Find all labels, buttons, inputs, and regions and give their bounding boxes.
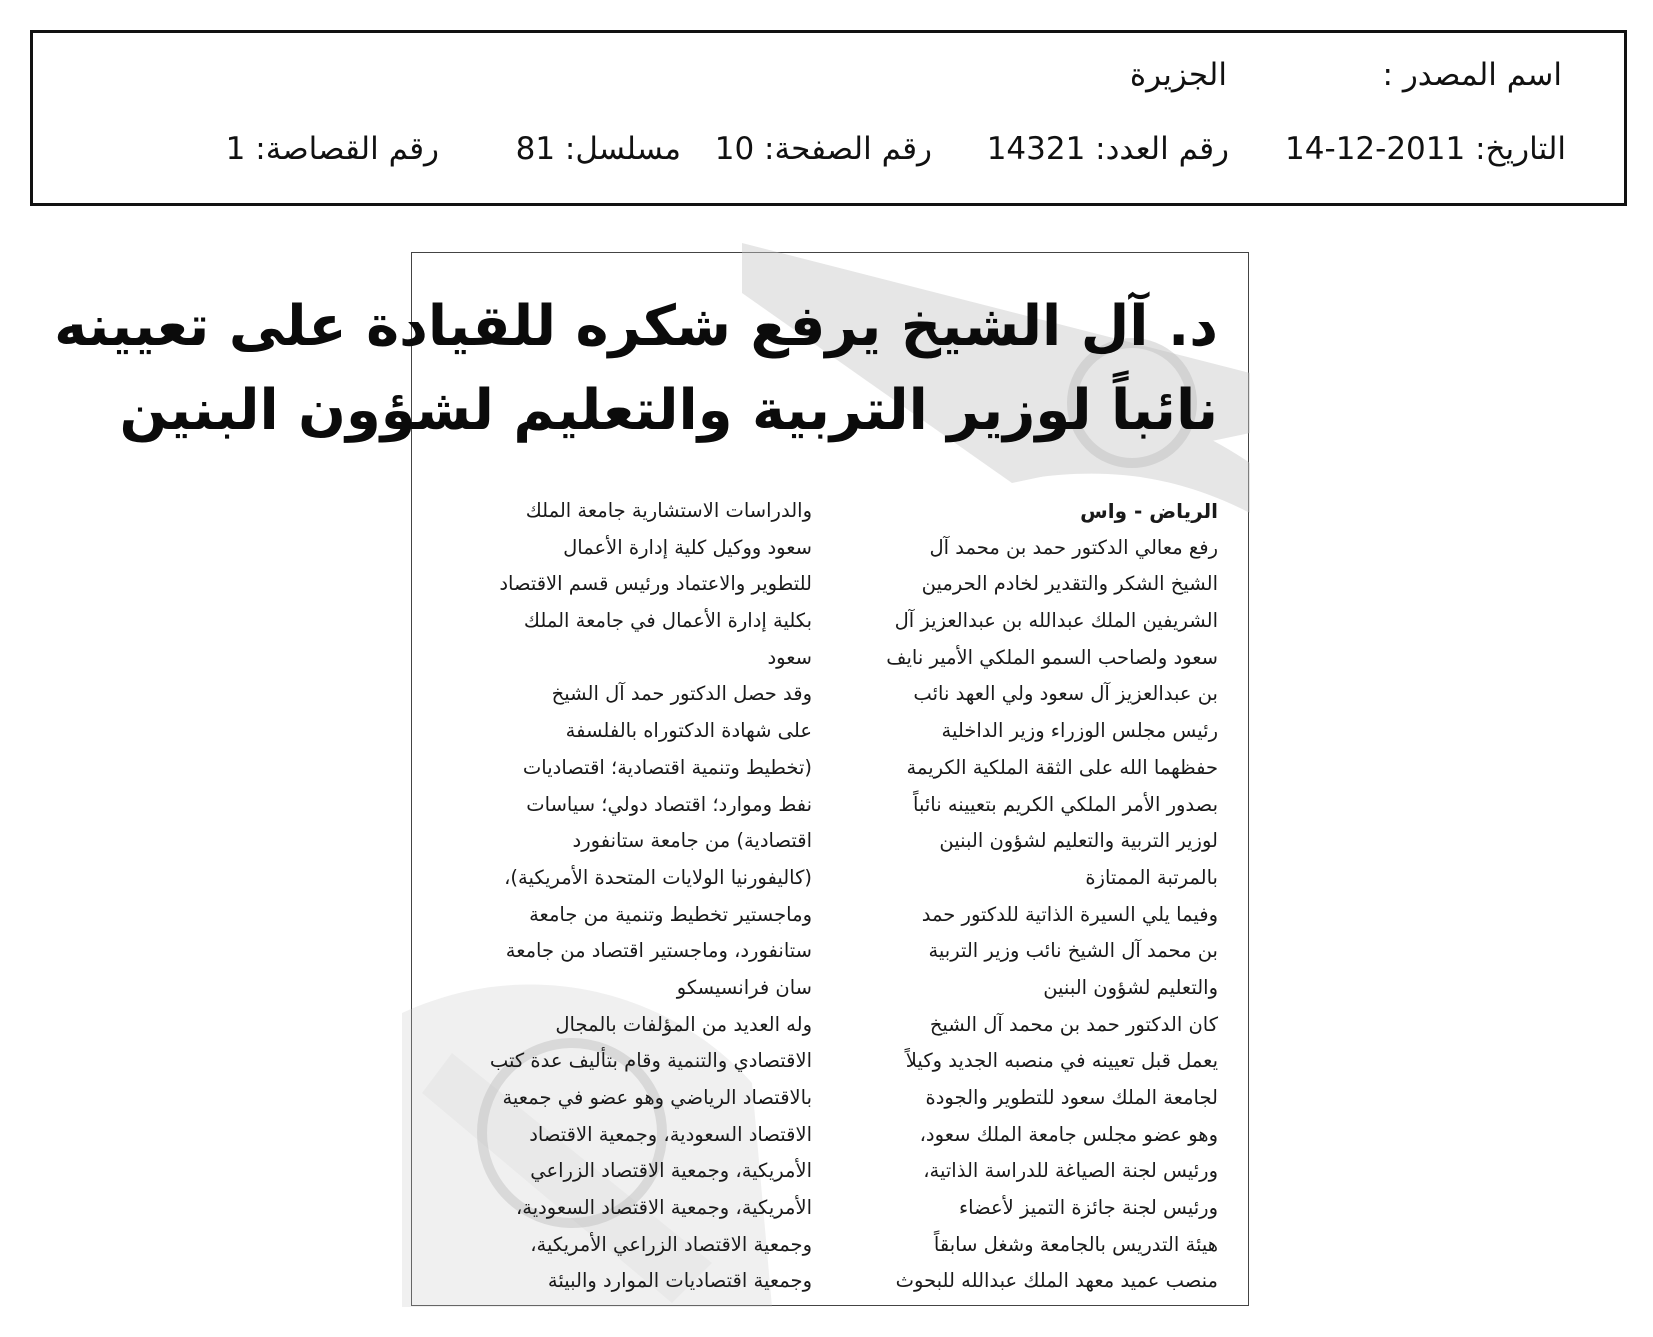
article-line: الأمريكية، وجمعية الاقتصاد السعودية، <box>515 1196 812 1220</box>
page-number-field: رقم الصفحة: 10 <box>714 131 932 167</box>
article-line: الشيخ الشكر والتقدير لخادم الحرمين <box>921 572 1218 596</box>
article-line: يعمل قبل تعيينه في منصبه الجديد وكيلاً <box>905 1049 1218 1073</box>
article-line: بالمرتبة الممتازة <box>1085 865 1218 889</box>
article-line: (كاليفورنيا الولايات المتحدة الأمريكية)، <box>504 865 812 889</box>
source-label: اسم المصدر : <box>1382 57 1562 93</box>
article-line: بن عبدالعزيز آل سعود ولي العهد نائب <box>913 682 1218 706</box>
article-line: والتعليم لشؤون البنين <box>1043 975 1218 999</box>
article-line: الشريفين الملك عبدالله بن عبدالعزيز آل <box>894 609 1218 633</box>
clipping-metadata-box <box>30 30 1627 206</box>
article-line: لوزير التربية والتعليم لشؤون البنين <box>939 829 1218 853</box>
article-line: بصدور الأمر الملكي الكريم بتعيينه نائباً <box>913 792 1218 816</box>
headline-line-1: د. آل الشيخ يرفع شكره للقيادة على تعيينه <box>54 294 1218 359</box>
article-line: سعود ووكيل كلية إدارة الأعمال <box>563 535 812 559</box>
article-line: وجمعية الاقتصاد الزراعي الأمريكية، <box>530 1232 812 1256</box>
article-line: سعود ولصاحب السمو الملكي الأمير نايف <box>886 645 1218 669</box>
article-line: ورئيس لجنة جائزة التميز لأعضاء <box>958 1196 1218 1220</box>
article-line: وقد حصل الدكتور حمد آل الشيخ <box>551 682 812 706</box>
article-line: هيئة التدريس بالجامعة وشغل سابقاً <box>933 1232 1218 1256</box>
article-line: سعود <box>767 645 812 669</box>
article-line: والدراسات الاستشارية جامعة الملك <box>525 499 812 522</box>
article-line: وهو عضو مجلس جامعة الملك سعود، <box>919 1122 1218 1146</box>
article-line: الاقتصاد السعودية، وجمعية الاقتصاد <box>529 1122 812 1146</box>
article-line: الأمريكية، وجمعية الاقتصاد الزراعي <box>530 1159 812 1183</box>
article-line: اقتصادية) من جامعة ستانفورد <box>572 829 812 853</box>
clipping-number-field: رقم القصاصة: 1 <box>225 131 439 167</box>
article-line: وماجستير تخطيط وتنمية من جامعة <box>529 902 812 926</box>
article-line: على شهادة الدكتوراه بالفلسفة <box>565 719 812 743</box>
article-line: كان الدكتور حمد بن محمد آل الشيخ <box>929 1012 1218 1036</box>
article-column-left <box>442 493 812 1300</box>
issue-number-field: رقم العدد: 14321 <box>986 131 1229 167</box>
date-field: التاريخ: 2011-12-14 <box>1285 131 1566 167</box>
article-line: نفط وموارد؛ اقتصاد دولي؛ سياسات <box>526 792 812 816</box>
article-line: لجامعة الملك سعود للتطوير والجودة <box>925 1086 1218 1109</box>
article-line: وله العديد من المؤلفات بالمجال <box>555 1012 812 1036</box>
article-line: سان فرانسيسكو <box>676 975 812 999</box>
article-line: منصب عميد معهد الملك عبدالله للبحوث <box>895 1269 1218 1293</box>
article-line: ستانفورد، وماجستير اقتصاد من جامعة <box>505 939 812 963</box>
article-line: بالاقتصاد الرياضي وهو عضو في جمعية <box>502 1086 812 1109</box>
headline-line-2: نائباً لوزير التربية والتعليم لشؤون البنين <box>119 378 1218 443</box>
article-line: بكلية إدارة الأعمال في جامعة الملك <box>523 609 812 633</box>
serial-number-field: مسلسل: 81 <box>515 131 681 167</box>
source-value: الجزيرة <box>1129 57 1227 93</box>
article-line: (تخطيط وتنمية اقتصادية؛ اقتصاديات <box>522 755 812 779</box>
article-line: للتطوير والاعتماد ورئيس قسم الاقتصاد <box>499 572 812 596</box>
newspaper-clipping <box>54 252 1249 1306</box>
article-line: الاقتصادي والتنمية وقام بتأليف عدة كتب <box>489 1049 812 1073</box>
article-line: ورئيس لجنة الصياغة للدراسة الذاتية، <box>923 1159 1218 1183</box>
article-line: حفظهما الله على الثقة الملكية الكريمة <box>906 755 1218 779</box>
article-line: وجمعية اقتصاديات الموارد والبيئة <box>547 1269 812 1293</box>
article-line: بن محمد آل الشيخ نائب وزير التربية <box>928 939 1218 963</box>
article-line: رفع معالي الدكتور حمد بن محمد آل <box>929 535 1218 559</box>
article-line: الرياض - واس <box>1080 499 1218 523</box>
article-line: وفيما يلي السيرة الذاتية للدكتور حمد <box>921 902 1218 926</box>
article-line: رئيس مجلس الوزراء وزير الداخلية <box>941 719 1218 743</box>
article-column-right <box>848 493 1218 1300</box>
